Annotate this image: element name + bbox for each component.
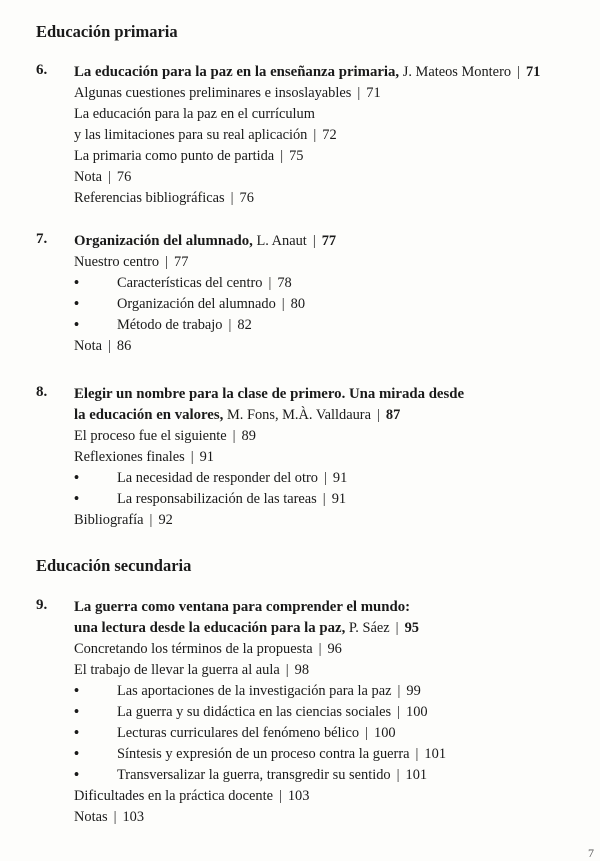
page-separator: |: [395, 620, 399, 636]
section-title: Educación secundaria: [36, 556, 192, 575]
toc-entry[interactable]: [74, 660, 576, 681]
toc-entry[interactable]: [74, 786, 576, 807]
entry-page: 76: [239, 190, 254, 206]
page-separator: |: [365, 725, 369, 741]
page-separator: |: [228, 317, 232, 333]
chapter-title-line: [74, 384, 576, 405]
toc-entry[interactable]: [74, 807, 576, 828]
entry-text: Algunas cuestiones preliminares e insoslayables: [74, 85, 352, 101]
entry-text: Nuestro centro: [74, 254, 160, 270]
entry-text: La educación para la paz en el currículum: [74, 106, 315, 122]
chapter-body: [74, 597, 576, 828]
chapter-title-line: [74, 231, 576, 252]
chapter-author: P. Sáez: [348, 620, 390, 636]
chapter-number: 8.: [36, 384, 48, 400]
chapter-title[interactable]: una lectura desde la educación para la paz,: [74, 620, 346, 636]
bullet-icon: •: [74, 704, 80, 720]
page-separator: |: [323, 470, 327, 486]
chapter-title-line: [74, 597, 576, 618]
entry-page: 92: [158, 512, 173, 528]
entry-page: 80: [290, 296, 306, 312]
chapter-title[interactable]: Elegir un nombre para la clase de primero. Una mirada desde: [74, 386, 465, 402]
chapter-page: 77: [321, 233, 337, 249]
entry-text: Lecturas curriculares del fenómeno bélico: [117, 725, 360, 741]
entry-text: Bibliografía: [74, 512, 144, 528]
entry-page: 86: [116, 338, 132, 354]
toc-entry[interactable]: [74, 447, 576, 468]
chapter-body: [74, 384, 576, 531]
bullet-icon: •: [74, 683, 80, 699]
bullet-icon: •: [74, 317, 80, 333]
page-number: 7: [588, 846, 594, 860]
chapter-number: 7.: [36, 231, 48, 247]
toc-entry[interactable]: [74, 188, 576, 209]
page-separator: |: [149, 512, 153, 528]
entry-text: Nota: [74, 169, 102, 185]
entry-text: y las limitaciones para su real aplicación: [74, 127, 308, 143]
entry-page: 91: [332, 470, 348, 486]
page-separator: |: [397, 683, 401, 699]
entry-text: La responsabilización de las tareas: [117, 491, 317, 507]
bullet-icon: •: [74, 725, 80, 741]
chapter-title-line: [74, 618, 576, 639]
chapter-title[interactable]: La educación para la paz en la enseñanza primaria,: [74, 64, 400, 80]
toc-subentry[interactable]: [74, 468, 576, 489]
chapter-number: 9.: [36, 597, 48, 613]
page-separator: |: [190, 449, 194, 465]
toc-subentry[interactable]: [74, 702, 576, 723]
section-title: Educación primaria: [36, 22, 178, 41]
chapter-author: L. Anaut: [256, 233, 307, 249]
chapter-title[interactable]: la educación en valores,: [74, 407, 224, 423]
toc-entry[interactable]: [74, 125, 576, 146]
page-separator: |: [312, 233, 316, 249]
page-separator: |: [415, 746, 419, 762]
page-separator: |: [396, 767, 400, 783]
page-separator: |: [107, 338, 111, 354]
toc-subentry[interactable]: [74, 765, 576, 786]
chapter-body: [74, 62, 576, 209]
page-separator: |: [280, 148, 284, 164]
toc-subentry[interactable]: [74, 744, 576, 765]
page-separator: |: [517, 64, 520, 80]
chapter-title[interactable]: Organización del alumnado,: [74, 233, 253, 249]
toc-subentry[interactable]: [74, 315, 576, 336]
toc-subentry[interactable]: [74, 489, 576, 510]
chapter-author: M. Fons, M.À. Valldaura: [226, 407, 371, 423]
chapter-entry: [36, 597, 576, 828]
toc-subentry[interactable]: [74, 723, 576, 744]
page-separator: |: [322, 491, 326, 507]
page-separator: |: [285, 662, 289, 678]
toc-entry[interactable]: [74, 336, 576, 357]
page-separator: |: [278, 788, 282, 804]
toc-subentry[interactable]: [74, 294, 576, 315]
toc-entry[interactable]: [74, 639, 576, 660]
entry-page: 100: [406, 704, 428, 720]
entry-text: Nota: [74, 338, 102, 354]
page-separator: |: [107, 169, 111, 185]
entry-page: 82: [237, 317, 252, 333]
entry-page: 71: [366, 85, 381, 101]
bullet-icon: •: [74, 746, 80, 762]
entry-page: 99: [406, 683, 421, 699]
toc-entry[interactable]: [74, 146, 576, 167]
bullet-icon: •: [74, 296, 80, 312]
chapter-entry: [36, 384, 576, 531]
entry-page: 78: [277, 275, 292, 291]
entry-page: 76: [116, 169, 132, 185]
entry-page: 98: [294, 662, 310, 678]
page-separator: |: [268, 275, 272, 291]
toc-entry[interactable]: [74, 510, 576, 531]
bullet-icon: •: [74, 470, 80, 486]
toc-subentry[interactable]: [74, 273, 576, 294]
page-separator: |: [318, 641, 322, 657]
toc-entry[interactable]: [74, 83, 576, 104]
chapter-entry: [36, 62, 576, 209]
entry-page: 100: [374, 725, 396, 741]
bullet-icon: •: [74, 275, 80, 291]
entry-page: 89: [241, 428, 256, 444]
chapter-author: J. Mateos Montero: [402, 64, 512, 80]
chapter-title-line: [74, 405, 576, 426]
toc-entry[interactable]: [74, 104, 576, 125]
chapter-entry: [36, 231, 576, 357]
chapter-number: 6.: [36, 62, 48, 78]
entry-text: Referencias bibliográficas: [74, 190, 225, 206]
entry-text: El trabajo de llevar la guerra al aula: [74, 662, 280, 678]
entry-text: Concretando los términos de la propuesta: [74, 641, 313, 657]
entry-text: Las aportaciones de la investigación para la paz: [117, 683, 392, 699]
entry-page: 103: [287, 788, 310, 804]
entry-text: El proceso fue el siguiente: [74, 428, 227, 444]
entry-page: 91: [331, 491, 347, 507]
entry-page: 101: [405, 767, 428, 783]
entry-text: Notas: [74, 809, 108, 825]
page-separator: |: [281, 296, 285, 312]
page-separator: |: [165, 254, 169, 270]
chapter-page: 95: [404, 620, 419, 636]
toc-subentry[interactable]: [74, 681, 576, 702]
page-separator: |: [230, 190, 234, 206]
entry-page: 91: [199, 449, 214, 465]
entry-text: La guerra y su didáctica en las ciencias sociales: [117, 704, 392, 720]
chapter-title[interactable]: La guerra como ventana para comprender el mundo:: [74, 599, 411, 615]
entry-page: 75: [289, 148, 304, 164]
entry-text: Dificultades en la práctica docente: [74, 788, 273, 804]
toc-entry[interactable]: [74, 252, 576, 273]
entry-text: Características del centro: [117, 275, 263, 291]
page-separator: |: [397, 704, 400, 720]
entry-page: 96: [327, 641, 342, 657]
entry-page: 103: [122, 809, 145, 825]
page-separator: |: [313, 127, 317, 143]
toc-entry[interactable]: [74, 426, 576, 447]
entry-text: La necesidad de responder del otro: [117, 470, 318, 486]
entry-page: 101: [424, 746, 447, 762]
chapter-title-line: [74, 62, 576, 83]
page-separator: |: [232, 428, 236, 444]
page-separator: |: [377, 407, 380, 423]
toc-entry[interactable]: [74, 167, 576, 188]
entry-page: 77: [174, 254, 189, 270]
chapter-page: 71: [525, 64, 541, 80]
entry-text: Método de trabajo: [117, 317, 223, 333]
entry-text: Transversalizar la guerra, transgredir su sentido: [117, 767, 391, 783]
page-separator: |: [113, 809, 117, 825]
page-separator: |: [357, 85, 361, 101]
entry-text: Síntesis y expresión de un proceso contra la guerra: [117, 746, 410, 762]
chapter-page: 87: [385, 407, 401, 423]
entry-text: La primaria como punto de partida: [74, 148, 275, 164]
entry-page: 72: [322, 127, 337, 143]
entry-text: Organización del alumnado: [117, 296, 276, 312]
entry-text: Reflexiones finales: [74, 449, 185, 465]
bullet-icon: •: [74, 767, 80, 783]
bullet-icon: •: [74, 491, 80, 507]
chapter-body: [74, 231, 576, 357]
